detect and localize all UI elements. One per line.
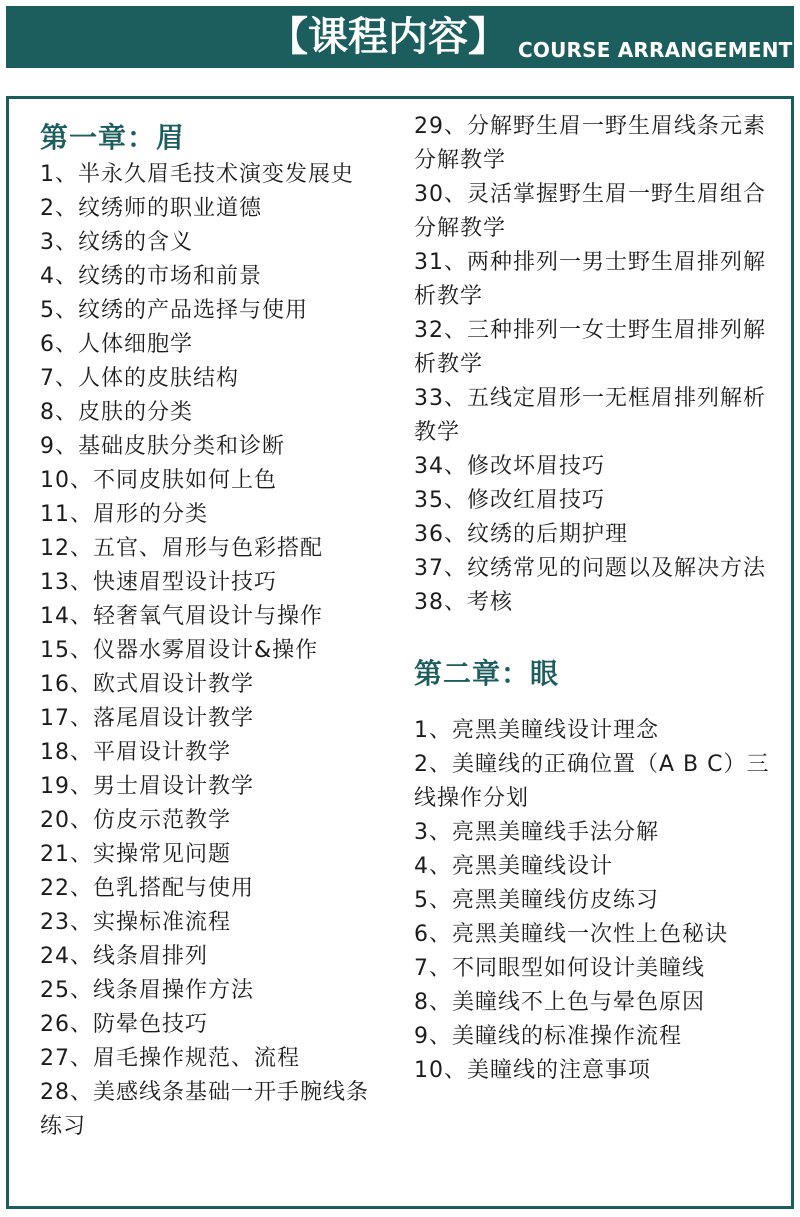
- course-item: 14、轻奢氧气眉设计与操作: [40, 604, 323, 629]
- course-item: 15、仪器水雾眉设计&操作: [40, 638, 319, 663]
- course-item: 16、欧式眉设计教学: [40, 672, 254, 697]
- course-item: 28、美感线条基础一开手腕线条练习: [40, 1080, 369, 1139]
- course-item: 35、修改红眉技巧: [414, 488, 605, 513]
- course-item: 22、色乳搭配与使用: [40, 876, 254, 901]
- course-item: 26、防晕色技巧: [40, 1012, 208, 1037]
- course-item: 8、美瞳线不上色与晕色原因: [414, 990, 705, 1015]
- eye-course-list: [414, 714, 786, 1088]
- course-item: 31、两种排列一男士野生眉排列解析教学: [414, 250, 766, 309]
- page-subtitle: COURSE ARRANGEMENT: [518, 38, 793, 62]
- course-item: 11、眉形的分类: [40, 502, 208, 527]
- course-item: 19、男士眉设计教学: [40, 774, 254, 799]
- course-item: 4、亮黑美瞳线设计: [414, 854, 613, 879]
- right-column: [414, 110, 786, 1088]
- course-item: 7、不同眼型如何设计美瞳线: [414, 956, 705, 981]
- course-item: 23、实操标准流程: [40, 910, 231, 935]
- course-item: 6、人体细胞学: [40, 332, 193, 357]
- brow-course-list-continued: [414, 110, 786, 620]
- course-item: 2、美瞳线的正确位置（A B C）三线操作分划: [414, 752, 770, 811]
- brow-course-list: [40, 158, 380, 1144]
- chapter-heading-eye: 第二章：眼: [414, 657, 560, 690]
- course-item: 1、亮黑美瞳线设计理念: [414, 718, 659, 743]
- course-item: 12、五官、眉形与色彩搭配: [40, 536, 323, 561]
- course-item: 9、美瞳线的标准操作流程: [414, 1024, 682, 1049]
- left-column: [40, 118, 380, 1144]
- course-item: 3、亮黑美瞳线手法分解: [414, 820, 659, 845]
- course-item: 18、平眉设计教学: [40, 740, 231, 765]
- course-item: 20、仿皮示范教学: [40, 808, 231, 833]
- course-item: 33、五线定眉形一无框眉排列解析教学: [414, 386, 766, 445]
- course-item: 32、三种排列一女士野生眉排列解析教学: [414, 318, 766, 377]
- course-item: 2、纹绣师的职业道德: [40, 196, 262, 221]
- course-item: 4、纹绣的市场和前景: [40, 264, 262, 289]
- course-item: 29、分解野生眉一野生眉线条元素分解教学: [414, 114, 766, 173]
- course-item: 37、纹绣常见的问题以及解决方法: [414, 556, 766, 581]
- course-item: 27、眉毛操作规范、流程: [40, 1046, 300, 1071]
- chapter-heading-brow: 第一章：眉: [40, 121, 186, 154]
- course-item: 9、基础皮肤分类和诊断: [40, 434, 285, 459]
- course-item: 10、美瞳线的注意事项: [414, 1058, 651, 1083]
- course-item: 38、考核: [414, 590, 513, 615]
- course-item: 7、人体的皮肤结构: [40, 366, 239, 391]
- course-item: 10、不同皮肤如何上色: [40, 468, 277, 493]
- course-item: 5、亮黑美瞳线仿皮练习: [414, 888, 659, 913]
- course-item: 34、修改坏眉技巧: [414, 454, 605, 479]
- course-item: 13、快速眉型设计技巧: [40, 570, 277, 595]
- course-item: 1、半永久眉毛技术演变发展史: [40, 162, 354, 187]
- page-title: 【课程内容】: [268, 13, 508, 60]
- course-item: 8、皮肤的分类: [40, 400, 193, 425]
- header-banner: [6, 6, 794, 68]
- course-item: 30、灵活掌握野生眉一野生眉组合分解教学: [414, 182, 766, 241]
- course-item: 36、纹绣的后期护理: [414, 522, 628, 547]
- course-item: 6、亮黑美瞳线一次性上色秘诀: [414, 922, 728, 947]
- course-item: 17、落尾眉设计教学: [40, 706, 254, 731]
- course-item: 25、线条眉操作方法: [40, 978, 254, 1003]
- course-item: 5、纹绣的产品选择与使用: [40, 298, 308, 323]
- course-item: 21、实操常见问题: [40, 842, 231, 867]
- course-item: 3、纹绣的含义: [40, 230, 193, 255]
- course-item: 24、线条眉排列: [40, 944, 208, 969]
